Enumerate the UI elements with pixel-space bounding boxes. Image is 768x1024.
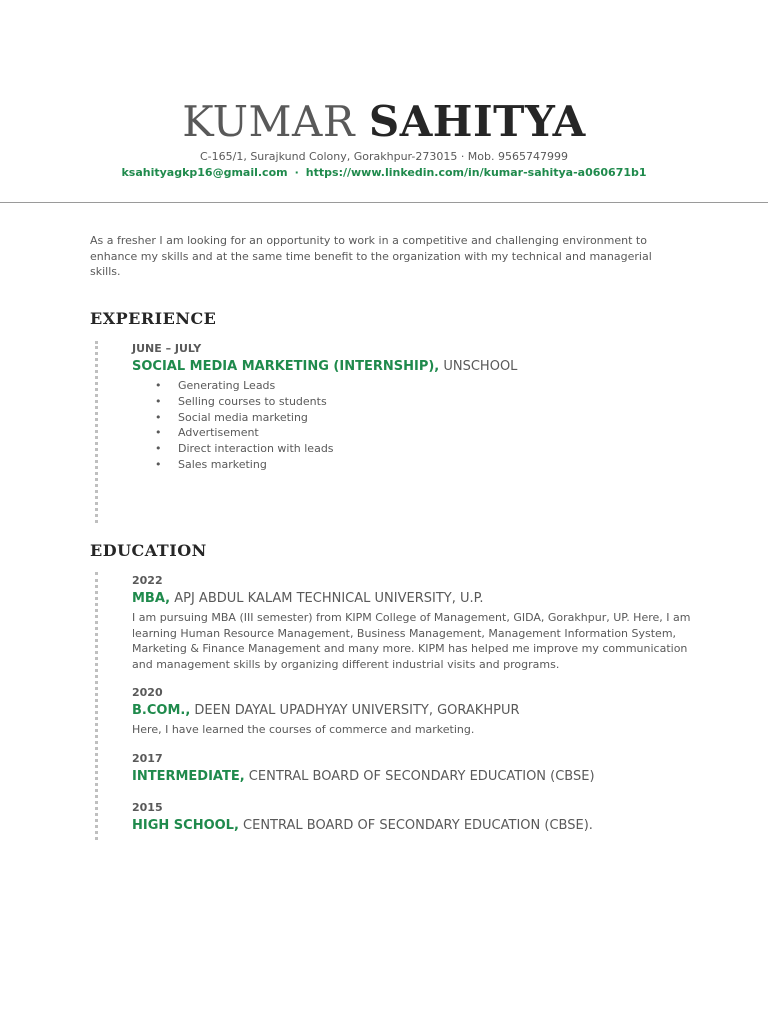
candidate-name	[0, 96, 768, 148]
education-year: 2020	[132, 686, 163, 699]
education-heading: EDUCATION	[90, 541, 207, 560]
objective-paragraph: As a fresher I am looking for an opportunity to work in a competitive and challenging environment to enhance my skills and at the same time benefit to the organization with my technical and managerial skills.	[90, 234, 652, 278]
task-text: Social media marketing	[178, 410, 308, 424]
task-list	[132, 378, 692, 473]
list-item	[132, 441, 692, 457]
role-title: SOCIAL MEDIA MARKETING (INTERNSHIP),	[132, 359, 440, 374]
role-organization: UNSCHOOL	[439, 359, 518, 374]
list-item	[132, 410, 692, 426]
degree-title: B.COM.,	[132, 703, 191, 718]
task-text: Sales marketing	[178, 457, 267, 471]
education-year: 2017	[132, 752, 163, 765]
first-name: KUMAR	[182, 97, 355, 146]
bullet-icon: •	[155, 379, 162, 392]
education-degree	[132, 768, 692, 786]
degree-title: INTERMEDIATE,	[132, 769, 245, 784]
institution: CENTRAL BOARD OF SECONDARY EDUCATION (CBSE).	[238, 818, 593, 833]
education-degree	[132, 817, 692, 835]
degree-title: HIGH SCHOOL,	[132, 818, 239, 833]
education-degree	[132, 702, 692, 720]
education-entry-bcom	[132, 686, 692, 738]
experience-heading: EXPERIENCE	[90, 309, 217, 328]
bullet-icon: •	[155, 410, 162, 424]
list-item	[132, 378, 692, 394]
education-entry-highschool	[132, 801, 692, 835]
task-text: Generating Leads	[178, 379, 276, 392]
header-divider	[0, 202, 768, 203]
education-description: Here, I have learned the courses of commerce and marketing.	[132, 723, 475, 736]
education-timeline	[95, 572, 98, 840]
contact-separator: ·	[294, 166, 299, 179]
list-item	[132, 457, 692, 473]
email-link[interactable]: ksahityagkp16@gmail.com	[121, 166, 288, 179]
institution: APJ ABDUL KALAM TECHNICAL UNIVERSITY, U.P.	[170, 591, 484, 606]
bullet-icon: •	[155, 394, 162, 408]
task-text: Direct interaction with leads	[178, 442, 334, 456]
education-entry-mba	[132, 574, 692, 672]
list-item	[132, 425, 692, 441]
institution: DEEN DAYAL UPADHYAY UNIVERSITY, GORAKHPUR	[190, 703, 520, 718]
address-line: C-165/1, Surajkund Colony, Gorakhpur-273015 · Mob. 9565747999	[199, 150, 568, 163]
experience-date: JUNE – JULY	[132, 342, 202, 355]
contact-line	[0, 165, 768, 181]
experience-role	[132, 358, 692, 376]
education-entry-intermediate	[132, 752, 692, 786]
degree-title: MBA,	[132, 591, 171, 606]
education-degree	[132, 590, 692, 608]
last-name: SAHITYA	[368, 97, 586, 146]
education-year: 2022	[132, 574, 163, 587]
linkedin-link[interactable]: https://www.linkedin.com/in/kumar-sahitya-a060671b1	[305, 166, 647, 179]
bullet-icon: •	[155, 426, 162, 440]
education-description: I am pursuing MBA (III semester) from KIPM College of Management, GIDA, Gorakhpur, UP. Here, I am learning Human Resource Management, Business Management, Management Information System, Marketing & Finance Management and many more. KIPM has helped me improve my communication and management skills by organizing different industrial visits and programs.	[132, 611, 691, 671]
resume-header	[0, 96, 768, 181]
institution: CENTRAL BOARD OF SECONDARY EDUCATION (CBSE)	[244, 769, 595, 784]
experience-timeline	[95, 341, 98, 523]
list-item	[132, 394, 692, 410]
experience-entry	[132, 342, 692, 473]
task-text: Advertisement	[178, 426, 259, 440]
bullet-icon: •	[155, 457, 162, 471]
education-year: 2015	[132, 801, 163, 814]
bullet-icon: •	[155, 442, 162, 456]
task-text: Selling courses to students	[178, 394, 327, 408]
